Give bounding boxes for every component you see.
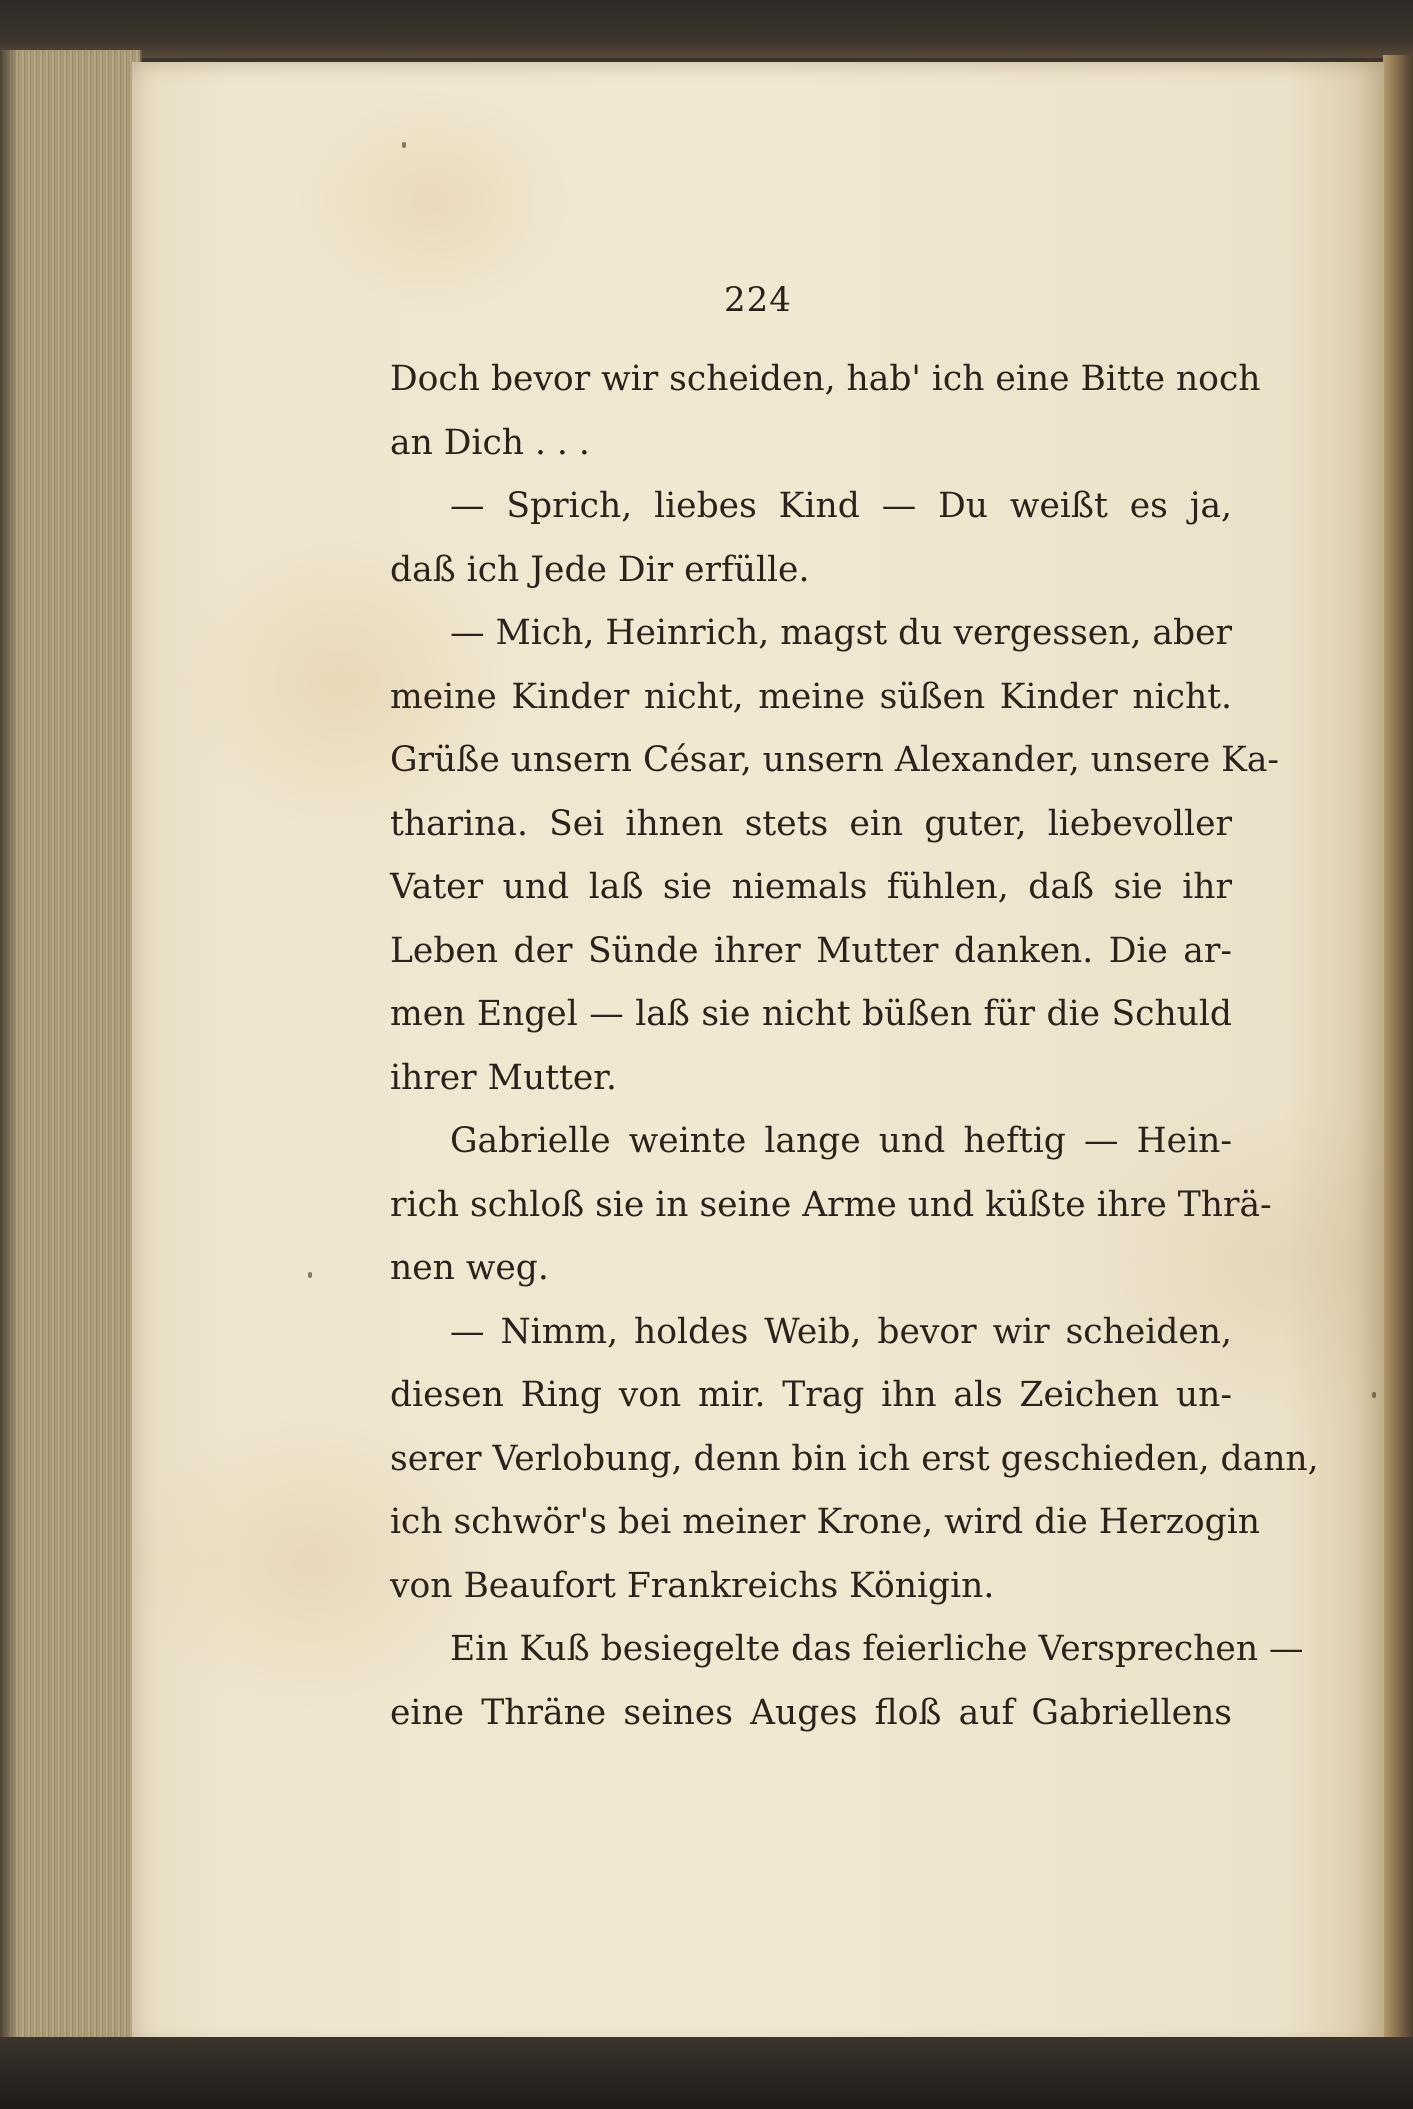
text-line: daß ich Jede Dir erfülle. (390, 549, 810, 590)
text-line: an Dich . . . (390, 422, 590, 463)
text-line: eine Thräne seines Auges floß auf Gabriellens (390, 1692, 1232, 1733)
text-line: von Beaufort Frankreichs Königin. (390, 1565, 995, 1606)
page-text (390, 348, 1319, 1745)
text-line: — Nimm, holdes Weib, bevor wir scheiden, (450, 1311, 1232, 1352)
paper-speck (308, 1272, 312, 1278)
book-page (132, 62, 1384, 2047)
text-line: meine Kinder nicht, meine süßen Kinder nicht. (390, 676, 1232, 717)
text-line: serer Verlobung, denn bin ich erst geschieden, dann, (390, 1438, 1319, 1479)
paper-speck (1372, 1392, 1376, 1398)
text-line: — Sprich, liebes Kind — Du weißt es ja, (450, 486, 1232, 526)
text-line: Grüße unsern César, unsern Alexander, unsere Ka- (390, 740, 1280, 780)
text-line: tharina. Sei ihnen stets ein guter, liebevoller (390, 803, 1232, 844)
page-number: 224 (724, 280, 792, 320)
text-line: Ein Kuß besiegelte das feierliche Versprechen — (450, 1629, 1304, 1669)
text-line: men Engel — laß sie nicht büßen für die Schuld (390, 994, 1232, 1034)
text-line: Leben der Sünde ihrer Mutter danken. Die ar- (390, 930, 1232, 971)
text-line: rich schloß sie in seine Arme und küßte ihre Thrä- (390, 1184, 1272, 1225)
text-line: — Mich, Heinrich, magst du vergessen, aber (450, 613, 1232, 653)
paper-speck (402, 142, 406, 148)
text-line: Doch bevor wir scheiden, hab' ich eine Bitte noch (390, 359, 1261, 399)
text-line: ihrer Mutter. (390, 1057, 617, 1098)
text-line: nen weg. (390, 1248, 549, 1288)
scan-background-bottom (0, 2037, 1413, 2109)
text-line: Gabrielle weinte lange und heftig — Hein- (450, 1121, 1232, 1161)
book-spine (1383, 55, 1413, 2040)
page-edges (0, 50, 142, 2040)
scan-background-top (0, 0, 1413, 58)
text-line: diesen Ring von mir. Trag ihn als Zeichen un- (390, 1375, 1232, 1415)
text-line: Vater und laß sie niemals fühlen, daß sie ihr (390, 867, 1232, 907)
text-line: ich schwör's bei meiner Krone, wird die Herzogin (390, 1502, 1260, 1542)
